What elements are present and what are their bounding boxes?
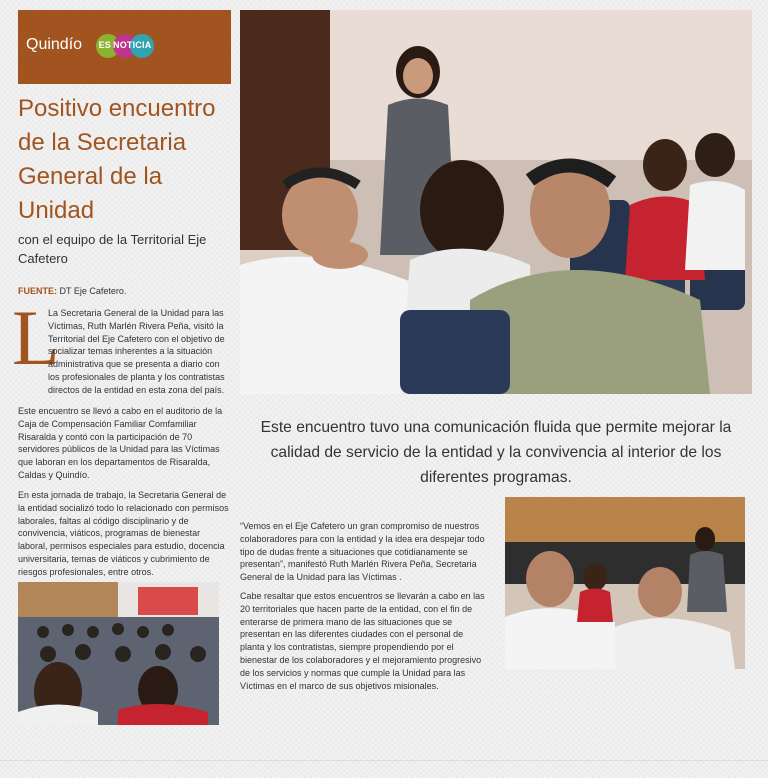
quote-paragraph: “Vemos en el Eje Cafetero un gran compromiso de nuestros colaboradores para con la entidad y la idea era despejar todo tipo de dudas frente a situaciones que cotidianamente se presentan”, manifestó Ruth Marlén Rivera Peña, Secretaria General de la Unidad para las Víctimas . — [240, 521, 485, 583]
main-photo — [240, 10, 752, 394]
header-banner — [18, 10, 231, 84]
main-photo-image — [240, 10, 752, 394]
region-label: Quindío — [26, 36, 83, 53]
drop-cap: L — [12, 294, 60, 381]
closing-paragraph: Cabe resaltar que estos encuentros se llevarán a cabo en las 20 territoriales que hacen parte de la entidad, con el fin de enterarse de primera mano de las situaciones que se presentan en las diferentes ciudades con el personal de planta y los contratistas, siempre propendiendo por el bienestar de los colaboradores y el mejoramiento progresivo de los servicios y normas que cumple la Unidad para las Víctimas en el marco de sus objetivos misionales. — [240, 591, 485, 691]
auditorium-photo — [18, 582, 219, 725]
paragraph-3: En esta jornada de trabajo, la Secretaria General de la entidad socializó todo lo relacionado con permisos laborales, faltas al código disciplinario y de convivencia, viáticos, programas de bienestar laboral, permisos especiales para estudio, docencia universitaria, temas de viáticos y cubrimiento de riesgos profesionales, entre otros. — [18, 490, 229, 577]
secondary-photo — [505, 497, 745, 669]
es-noticia-logo — [96, 34, 154, 58]
source-value: DT Eje Cafetero. — [59, 286, 127, 296]
pull-quote: Este encuentro tuvo una comunicación fluida que permite mejorar la calidad de servicio de la entidad y la convivencia al interior de los diferentes programas. — [260, 419, 732, 486]
article-subtitle: con el equipo de la Territorial Eje Cafetero — [18, 232, 207, 266]
paragraph-2: Este encuentro se llevó a cabo en el auditorio de la Caja de Compensación Familiar Comfamiliar Risaralda y contó con la participación de 70 servidores públicos de la Unidad para las Víctimas que laboran en los departamentos de Risaralda, Caldas y Quindío. — [18, 406, 223, 480]
footer-divider — [0, 760, 768, 761]
auditorium-photo-image — [18, 582, 219, 725]
source-label: FUENTE: — [18, 286, 57, 296]
logo-text: ES NOTICIA — [98, 40, 152, 50]
paragraph-1: La Secretaria General de la Unidad para las Víctimas, Ruth Marlén Rivera Peña, visitó la Territorial del Eje Cafetero con el objetivo de socializar temas inherentes a la situación administrativa que se presenta a diario con los profesionales de planta y los contratistas directos de la entidad en esta zona del país. — [48, 308, 225, 395]
secondary-photo-image — [505, 497, 745, 669]
article-title: Positivo encuentro de la Secretaria General de la Unidad — [18, 95, 216, 224]
